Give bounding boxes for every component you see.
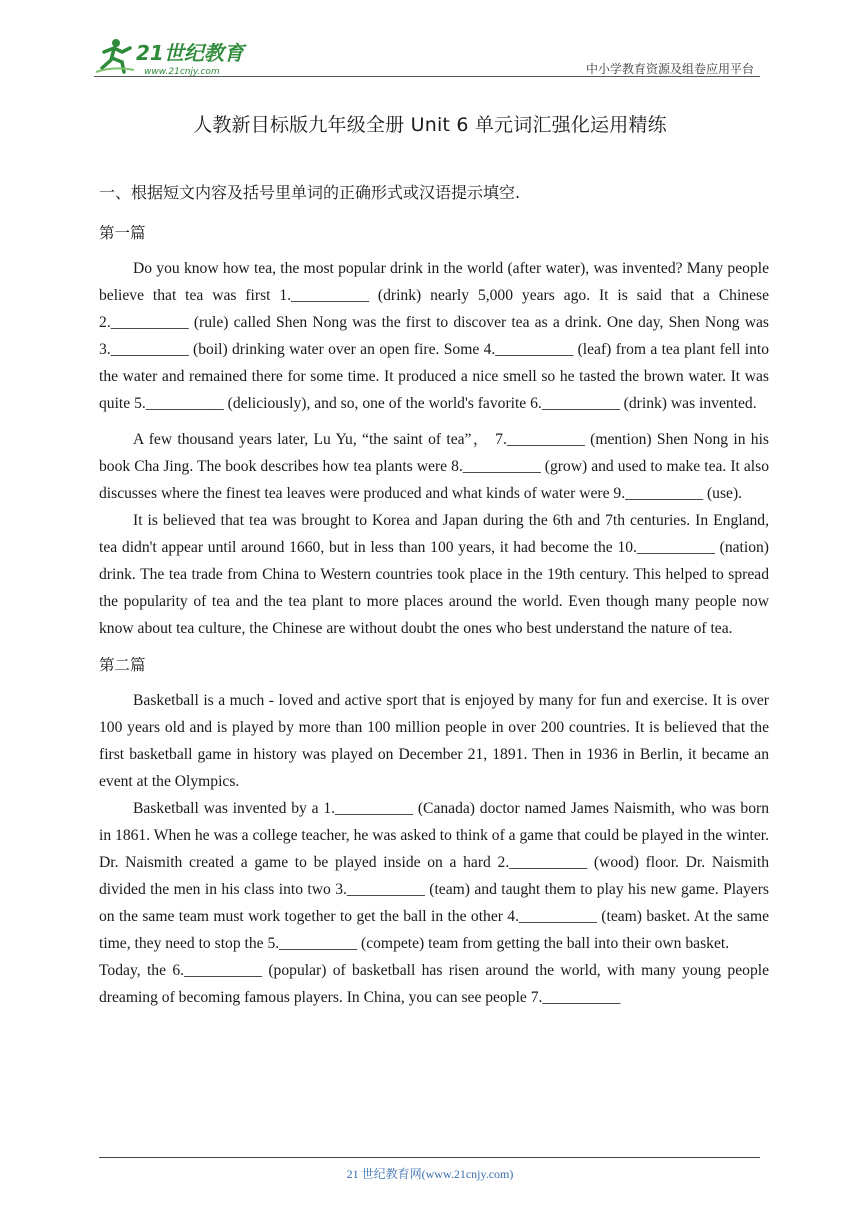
passage-1-paragraph-1: Do you know how tea, the most popular drink in the world (after water), was invented? Many people believe that tea was first 1.__________ (drink) nearly 5,000 years ago. It is said that a Chinese 2.__________ (rule) called Shen Nong was the first to discover tea as a drink. One day, Shen Nong was 3.__________ (boil) drinking water over an open fire. Some 4.__________ (leaf) from a tea plant fell into the water and remained there for some time. It produced a nice smell so he tasted the brown water. It was quite 5.__________ (deliciously), and so, one of the world's favorite 6.__________ (drink) was invented. — [99, 260, 769, 412]
document-title: 人教新目标版九年级全册 Unit 6 单元词汇强化运用精练 — [193, 114, 667, 136]
passage-1-heading: 第一篇 — [99, 224, 146, 242]
page-header — [94, 30, 760, 78]
passage-2-paragraph-2: Basketball was invented by a 1.__________ (Canada) doctor named James Naismith, who was born in 1861. When he was a college teacher, he was asked to think of a game that could be played in the winter. Dr. Naismith created a game to be played inside on a hard 2.__________ (wood) floor. Dr. Naismith divided the men in his class into two 3.__________ (team) and taught them to play his new game. Players on the same team must work together to get the ball in the other 4.__________ (team) basket. At the same time, they need to stop the 5.__________ (compete) team from getting the ball into their own basket. — [99, 800, 769, 952]
section-heading: 一、根据短文内容及括号里单词的正确形式或汉语提示填空. — [99, 183, 521, 202]
logo-text: 21世纪教育 — [136, 41, 244, 65]
passage-2-paragraph-3: Today, the 6.__________ (popular) of basketball has risen around the world, with many young people dreaming of becoming famous players. In China, you can see people 7.__________ — [99, 962, 769, 1006]
runner-icon — [96, 39, 134, 72]
site-logo — [94, 36, 264, 76]
platform-tagline: 中小学教育资源及组卷应用平台 — [585, 62, 754, 76]
passage-2-paragraph-1: Basketball is a much - loved and active sport that is enjoyed by many for fun and exercise. It is over 100 years old and is played by more than 100 million people in over 200 countries. It is believed that the first basketball game in history was played on December 21, 1891. Then in 1936 in Berlin, it became an event at the Olympics. — [99, 692, 769, 790]
logo-url-text: www.21cnjy.com — [144, 67, 220, 76]
passage-1-paragraph-2: A few thousand years later, Lu Yu, “the saint of tea”， 7.__________ (mention) Shen Nong in his book Cha Jing. The book describes how tea plants were 8.__________ (grow) and used to make tea. It also discusses where the finest tea leaves were produced and what kinds of water were 9.__________ (use). — [99, 431, 769, 502]
document-body — [99, 220, 769, 1011]
page-footer: 21 世纪教育网(www.21cnjy.com) — [346, 1167, 514, 1181]
header-divider — [94, 76, 760, 77]
passage-2-heading: 第二篇 — [99, 656, 146, 674]
passage-1-paragraph-3: It is believed that tea was brought to Korea and Japan during the 6th and 7th centuries. In England, tea didn't appear until around 1660, but in less than 100 years, it had become the 10.__________ (nation) drink. The tea trade from China to Western countries took place in the 19th century. This helped to spread the popularity of tea and the tea plant to more places around the world. Even though many people now know about tea culture, the Chinese are without doubt the ones who best understand the nature of tea. — [99, 512, 769, 637]
footer-divider — [99, 1157, 760, 1158]
